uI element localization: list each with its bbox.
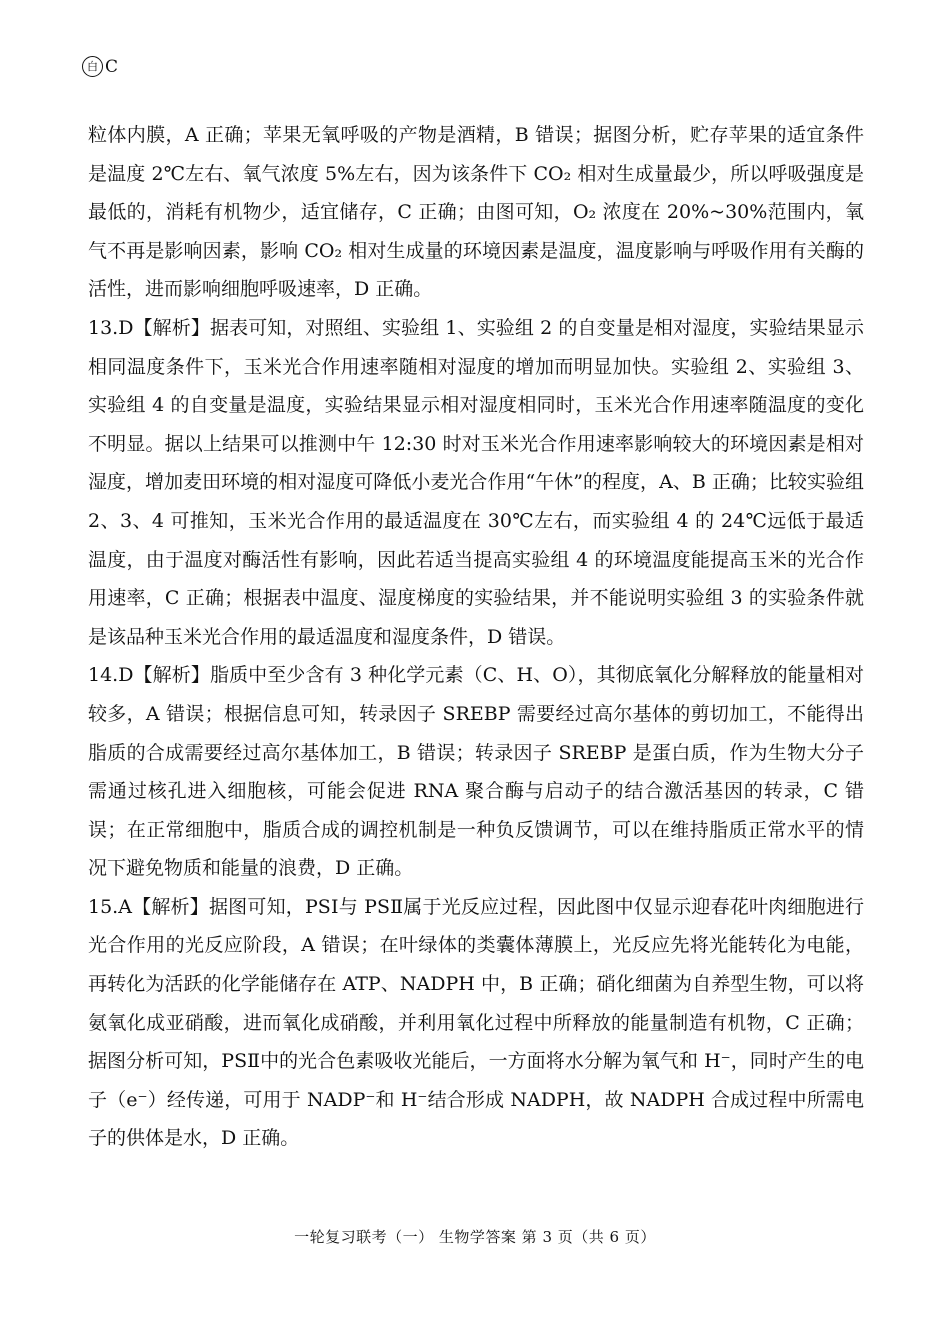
logo-letter: C: [105, 56, 119, 77]
paragraph-answer-15: 15.A【解析】据图可知，PSⅠ与 PSⅡ属于光反应过程，因此图中仅显示迎春花叶肉细胞进行光合作用的光反应阶段，A 错误；在叶绿体的类囊体薄膜上，光反应先将光能转化为电能，再转化为活跃的化学能储存在 ATP、NADPH 中，B 正确；硝化细菌为自养型生物，可以将氨氧化成亚硝酸，进而氧化成硝酸，并利用氧化过程中所释放的能量制造有机物，C 正确；据图分析可知，PSⅡ中的光合色素吸收光能后，一方面将水分解为氧气和 H⁻，同时产生的电子（e⁻）经传递，可用于 NADP⁻和 H⁻结合形成 NADPH，故 NADPH 合成过程中所需电子的供体是水，D 正确。: [88, 895, 864, 1150]
publisher-logo: [82, 56, 118, 77]
answer-body: [88, 116, 864, 1158]
paragraph-answer-14: 14.D【解析】脂质中至少含有 3 种化学元素（C、H、O），其彻底氧化分解释放的能量相对较多，A 错误；根据信息可知，转录因子 SREBP 需要经过高尔基体的剪切加工，不能得出脂质的合成需要经过高尔基体加工，B 错误；转录因子 SREBP 是蛋白质，作为生物大分子需通过核孔进入细胞核，可能会促进 RNA 聚合酶与启动子的结合激活基因的转录，C 错误；在正常细胞中，脂质合成的调控机制是一种负反馈调节，可以在维持脂质正常水平的情况下避免物质和能量的浪费，D 正确。: [88, 664, 864, 880]
paragraph-answer-13: 13.D【解析】据表可知，对照组、实验组 1、实验组 2 的自变量是相对湿度，实验结果显示相同温度条件下，玉米光合作用速率随相对湿度的增加而明显加快。实验组 2、实验组 3、实验组 4 的自变量是温度，实验结果显示相对湿度相同时，玉米光合作用速率随温度的变化不明显。据以上结果可以推测中午 12:30 时对玉米光合作用速率影响较大的环境因素是相对湿度，增加麦田环境的相对湿度可降低小麦光合作用“午休”的程度，A、B 正确；比较实验组 2、3、4 可推知，玉米光合作用的最适温度在 30℃左右，而实验组 4 的 24℃远低于最适温度，由于温度对酶活性有影响，因此若适当提高实验组 4 的环境温度能提高玉米的光合作用速率，C 正确；根据表中温度、湿度梯度的实验结果，并不能说明实验组 3 的实验条件就是该品种玉米光合作用的最适温度和湿度条件，D 错误。: [88, 316, 864, 648]
page-footer: 一轮复习联考（一） 生物学答案 第 3 页（共 6 页）: [294, 1228, 656, 1246]
paragraph-12-continued: 粒体内膜，A 正确；苹果无氧呼吸的产物是酒精，B 错误；据图分析，贮存苹果的适宜条件是温度 2℃左右、氧气浓度 5%左右，因为该条件下 CO₂ 相对生成量最少，所以呼吸强度是最低的，消耗有机物少，适宜储存，C 正确；由图可知，O₂ 浓度在 20%~30%范围内，氧气不再是影响因素，影响 CO₂ 相对生成量的环境因素是温度，温度影响与呼吸作用有关酶的活性，进而影响细胞呼吸速率，D 正确。: [88, 124, 864, 301]
logo-stamp-icon: 白: [82, 56, 103, 77]
